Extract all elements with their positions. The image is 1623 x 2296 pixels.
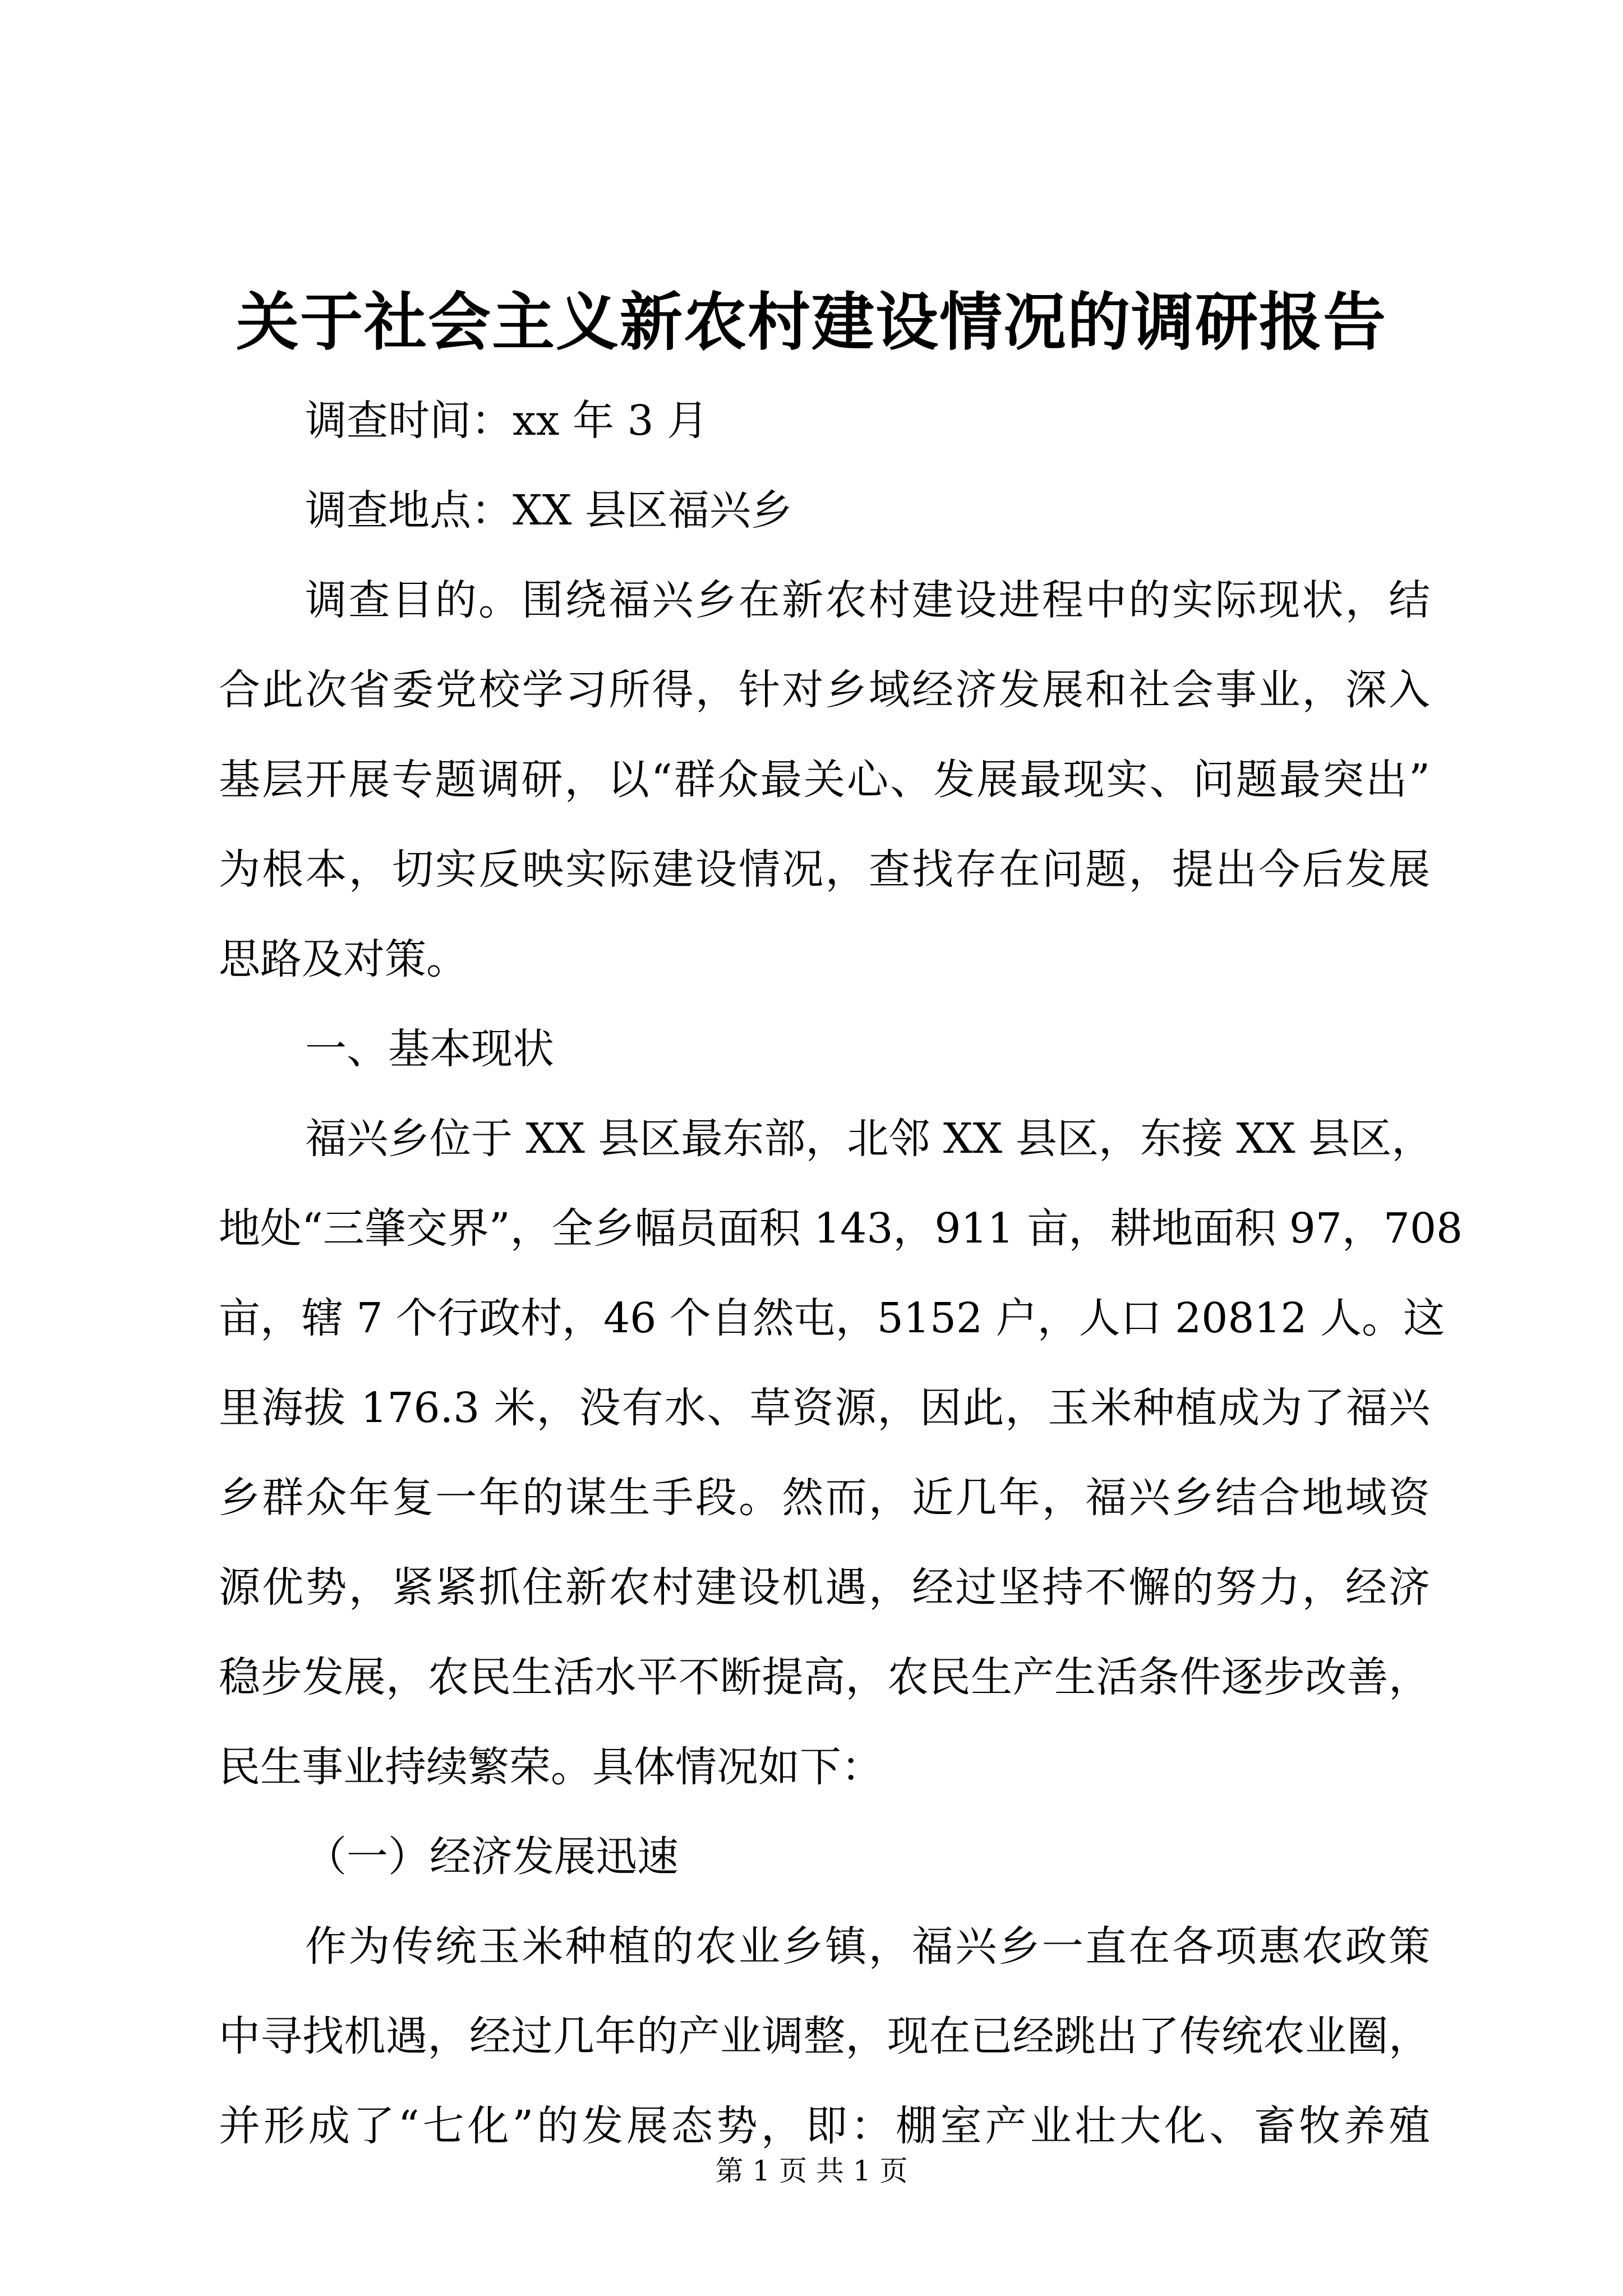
economy-line-3: 并形成了“七化”的发展态势，即：棚室产业壮大化、畜牧养殖 [219,2102,1430,2150]
status-line-8: 民生事业持续繁荣。具体情况如下： [219,1743,883,1791]
document-title: 关于社会主义新农村建设情况的调研报告 [236,286,1387,359]
subsection-heading-economy: （一）经济发展迅速 [305,1833,679,1881]
status-line-2: 地处“三肇交界”，全乡幅员面积 143，911 亩，耕地面积 97，708 [219,1204,1463,1253]
survey-time-line: 调查时间：xx 年 3 月 [305,397,709,445]
purpose-line-5: 思路及对策。 [219,935,468,983]
purpose-line-2: 合此次省委党校学习所得，针对乡域经济发展和社会事业，深入 [219,666,1430,714]
purpose-line-1: 调查目的。围绕福兴乡在新农村建设进程中的实际现状，结 [305,576,1430,624]
purpose-line-3: 基层开展专题调研，以“群众最关心、发展最现实、问题最突出” [219,756,1430,804]
section-heading-basic-status: 一、基本现状 [305,1025,554,1073]
status-line-5: 乡群众年复一年的谋生手段。然而，近几年，福兴乡结合地域资 [219,1474,1430,1522]
status-line-1: 福兴乡位于 XX 县区最东部，北邻 XX 县区，东接 XX 县区， [305,1115,1433,1163]
survey-location-line: 调查地点：XX 县区福兴乡 [305,486,792,535]
status-line-7: 稳步发展，农民生活水平不断提高，农民生产生活条件逐步改善， [219,1653,1430,1701]
economy-line-1: 作为传统玉米种植的农业乡镇，福兴乡一直在各项惠农政策 [305,1922,1430,1971]
purpose-line-4: 为根本，切实反映实际建设情况，查找存在问题，提出今后发展 [219,845,1430,894]
document-body [219,376,1463,2171]
status-line-3: 亩，辖 7 个行政村，46 个自然屯，5152 户，人口 20812 人。这 [219,1294,1445,1342]
economy-line-2: 中寻找机遇，经过几年的产业调整，现在已经跳出了传统农业圈， [219,2012,1430,2060]
status-line-4: 里海拔 176.3 米，没有水、草资源，因此，玉米种植成为了福兴 [219,1384,1430,1432]
status-line-6: 源优势，紧紧抓住新农村建设机遇，经过坚持不懈的努力，经济 [219,1563,1430,1612]
page-footer: 第 1 页 共 1 页 [715,2155,908,2187]
